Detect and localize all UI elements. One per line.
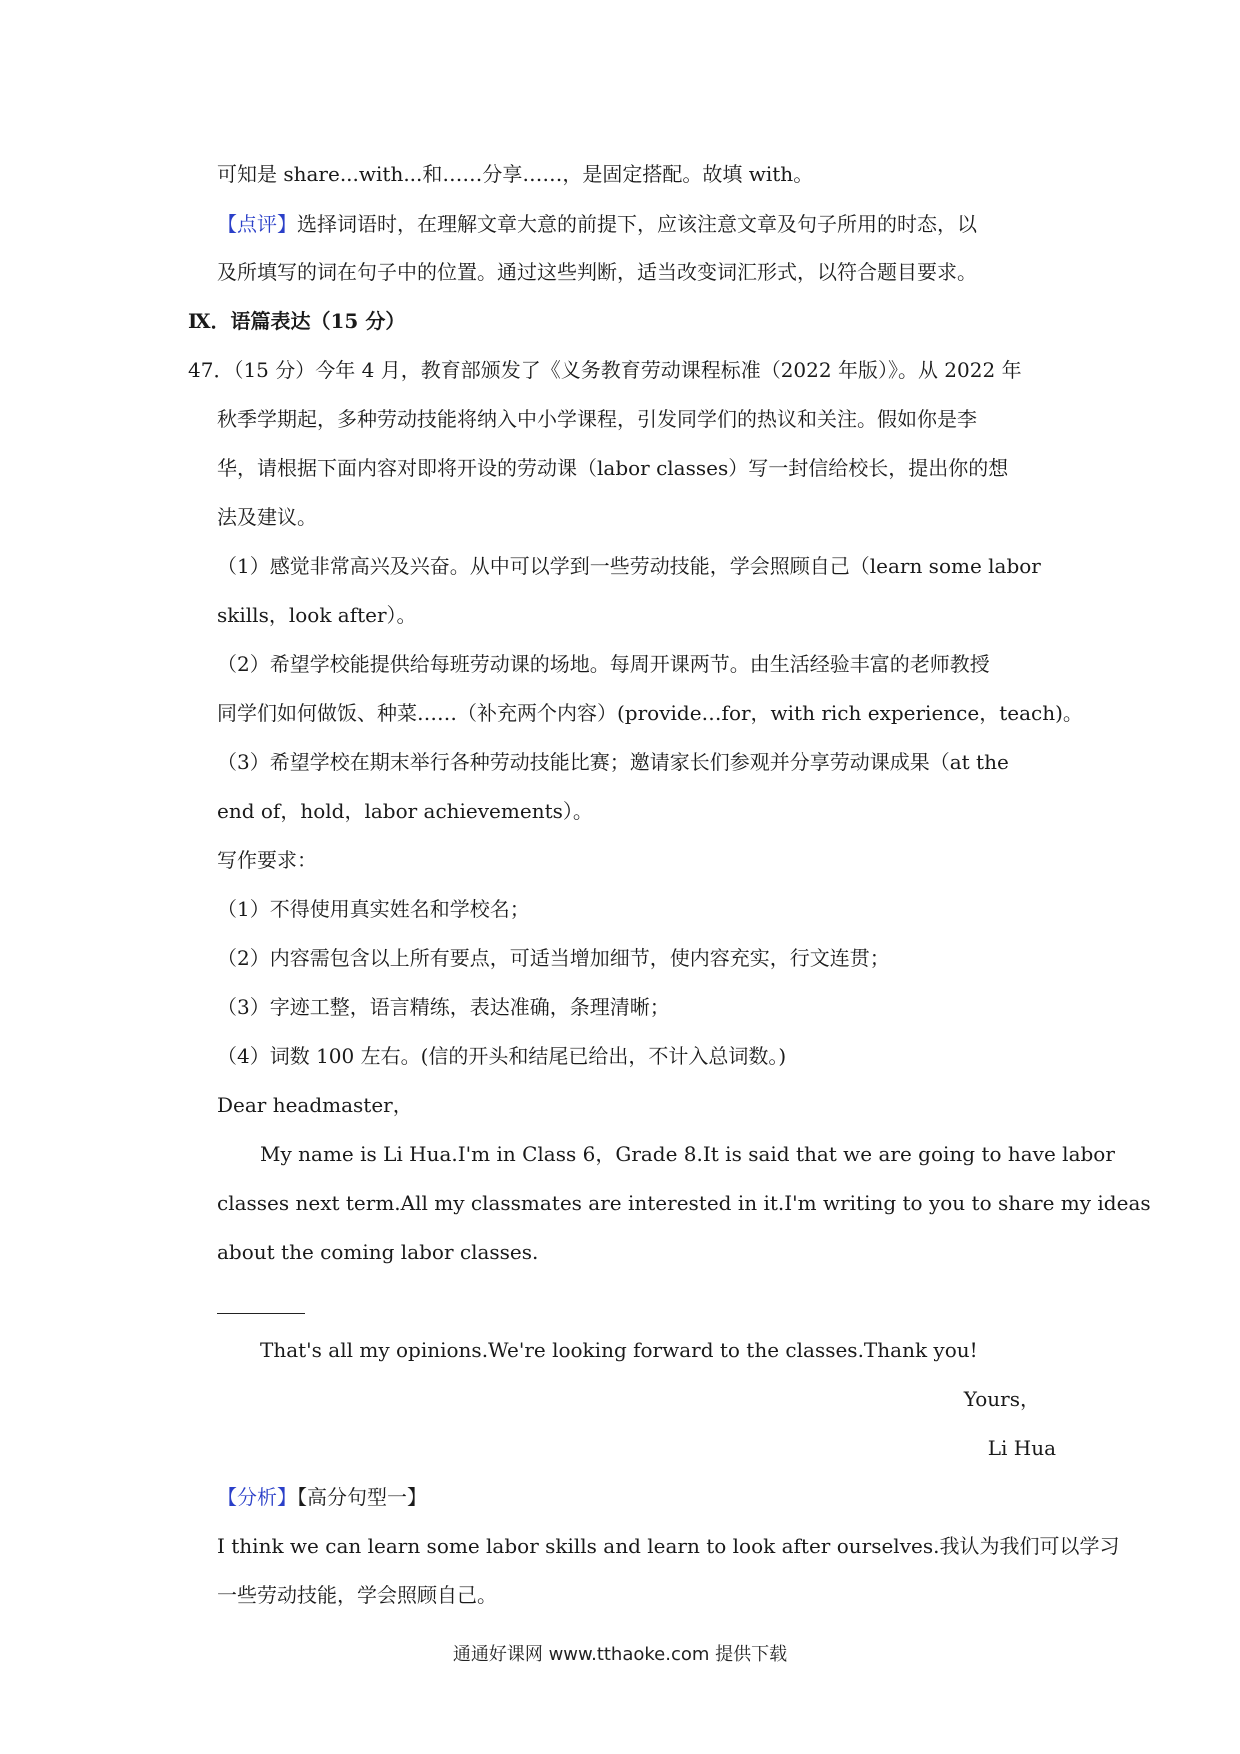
answer-blank-line — [217, 1313, 305, 1314]
explanation-line: 可知是 share...with...和……分享……，是固定搭配。故填 with。 — [217, 162, 814, 186]
point-1-line-2: skills，look after）。 — [217, 603, 417, 627]
comment-line — [217, 210, 977, 238]
point-2-line-1: （2）希望学校能提供给每班劳动课的场地。每周开课两节。由生活经验丰富的老师教授 — [217, 652, 990, 676]
requirement-2: （2）内容需包含以上所有要点，可适当增加细节，使内容充实，行文连贯； — [217, 946, 890, 970]
requirement-4: （4）词数 100 左右。(信的开头和结尾已给出，不计入总词数。) — [217, 1044, 787, 1068]
analysis-line — [217, 1483, 427, 1511]
question-line-4: 法及建议。 — [217, 505, 317, 529]
analysis-heading: 【高分句型一】 — [297, 1485, 427, 1509]
point-2-line-2: 同学们如何做饭、种菜……（补充两个内容）(provide…for，with rich experience，teach)。 — [217, 701, 1083, 725]
requirements-heading: 写作要求： — [217, 848, 317, 872]
comment-line-2: 及所填写的词在句子中的位置。通过这些判断，适当改变词汇形式，以符合题目要求。 — [217, 260, 977, 284]
point-3-line-2: end of，hold，labor achievements）。 — [217, 799, 593, 823]
analysis-tag: 【分析】 — [217, 1485, 297, 1509]
sentence-line-1: I think we can learn some labor skills and learn to look after ourselves.我认为我们可以学习 — [217, 1534, 1120, 1558]
question-line-3: 华，请根据下面内容对即将开设的劳动课（labor classes）写一封信给校长，提出你的想 — [217, 456, 1009, 480]
requirement-3: （3）字迹工整，语言精练，表达准确，条理清晰； — [217, 995, 670, 1019]
sentence-line-2: 一些劳动技能，学会照顾自己。 — [217, 1583, 497, 1607]
point-3-line-1: （3）希望学校在期末举行各种劳动技能比赛；邀请家长们参观并分享劳动课成果（at the — [217, 750, 1009, 774]
letter-signature: Li Hua — [987, 1436, 1056, 1460]
letter-body-line-1: My name is Li Hua.I'm in Class 6，Grade 8.It is said that we are going to have labor — [260, 1142, 1115, 1166]
comment-tag: 【点评】 — [217, 212, 297, 236]
letter-greeting: Dear headmaster， — [217, 1093, 413, 1117]
requirement-1: （1）不得使用真实姓名和学校名； — [217, 897, 530, 921]
letter-body-line-3: about the coming labor classes. — [217, 1240, 539, 1264]
point-1-line-1: （1）感觉非常高兴及兴奋。从中可以学到一些劳动技能，学会照顾自己（learn some labor — [217, 554, 1041, 578]
letter-closing: That's all my opinions.We're looking forward to the classes.Thank you! — [260, 1338, 978, 1362]
question-line-2: 秋季学期起，多种劳动技能将纳入中小学课程，引发同学们的热议和关注。假如你是李 — [217, 407, 977, 431]
letter-yours: Yours， — [963, 1387, 1040, 1411]
section-heading: Ⅸ．语篇表达（15 分） — [188, 309, 406, 333]
comment-text: 选择词语时，在理解文章大意的前提下，应该注意文章及句子所用的时态，以 — [297, 212, 977, 236]
page-footer: 通通好课网 www.tthaoke.com 提供下载 — [452, 1644, 788, 1665]
question-line-1: 47．（15 分）今年 4 月，教育部颁发了《义务教育劳动课程标准（2022 年版）》。从 2022 年 — [188, 358, 1022, 382]
letter-body-line-2: classes next term.All my classmates are interested in it.I'm writing to you to share my ideas — [217, 1191, 1151, 1215]
